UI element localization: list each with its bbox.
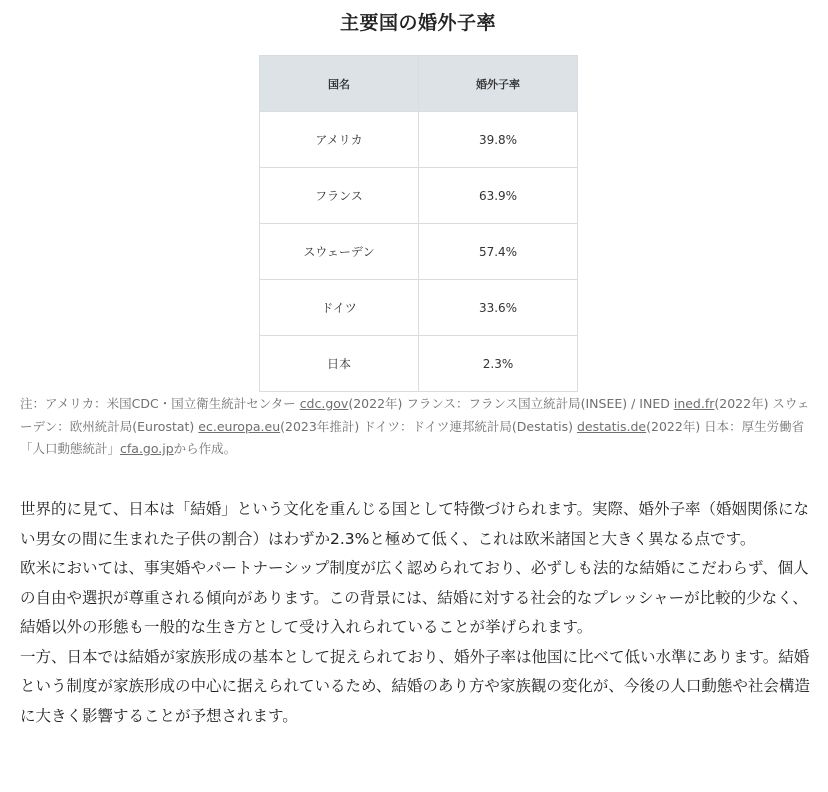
table-row (260, 168, 578, 224)
cell-rate: 39.8% (419, 112, 578, 168)
paragraph: 世界的に見て、日本は「結婚」という文化を重んじる国として特徴づけられます。実際、婚外子率（婚姻関係にない男女の間に生まれた子供の割合）はわずか2.3%と極めて低く、これは欧米諸国と大きく異なる点です。 (20, 500, 809, 548)
cell-country: フランス (260, 168, 419, 224)
note-text: (2022年) フランス：フランス国立統計局(INSEE) / INED (348, 396, 674, 411)
paragraph: 一方、日本では結婚が家族形成の基本として捉えられており、婚外子率は他国に比べて低い水準にあります。結婚という制度が家族形成の中心に据えられているため、結婚のあり方や家族観の変化が、今後の人口動態や社会構造に大きく影響することが予想されます。 (20, 647, 810, 725)
source-link-destatis[interactable]: destatis.de (576, 418, 647, 434)
source-link-eurostat[interactable]: ec.europa.eu (198, 418, 281, 434)
header-country: 国名 (260, 56, 419, 112)
article-body (20, 495, 810, 731)
note-text: (2022年) 日本：厚生労働省「人口動態統計」 (20, 418, 805, 456)
table-row (260, 336, 578, 392)
table-title: 主要国の婚外子率 (339, 12, 496, 34)
source-link-cfa[interactable]: cfa.go.jp (120, 441, 174, 456)
table-row (260, 280, 578, 336)
source-note (20, 393, 810, 461)
source-link-ined[interactable]: ined.fr (673, 396, 715, 411)
cell-rate: 57.4% (419, 224, 578, 280)
header-rate: 婚外子率 (419, 56, 578, 112)
table-header-row (260, 56, 578, 112)
note-text: 注：アメリカ：米国CDC・国立衛生統計センター (20, 396, 300, 411)
cell-rate: 2.3% (419, 336, 578, 392)
birth-rate-table (259, 55, 578, 392)
cell-country: アメリカ (260, 112, 419, 168)
cell-rate: 63.9% (419, 168, 578, 224)
cell-country: 日本 (260, 336, 419, 392)
cell-rate: 33.6% (419, 280, 578, 336)
paragraph: 欧米においては、事実婚やパートナーシップ制度が広く認められており、必ずしも法的な結婚にこだわらず、個人の自由や選択が尊重される傾向があります。この背景には、結婚に対する社会的なプレッシャーが比較的少なく、結婚以外の形態も一般的な生き方として受け入れられていることが挙げられます。 (20, 559, 809, 636)
cell-country: ドイツ (260, 280, 419, 336)
table-row (260, 112, 578, 168)
table-row (260, 224, 578, 280)
note-text: (2022年) スウェーデン：欧州統計局(Eurostat) (20, 396, 810, 434)
cell-country: スウェーデン (260, 224, 419, 280)
source-link-cdc[interactable]: cdc.gov (299, 396, 349, 411)
note-text: から作成。 (173, 441, 237, 456)
note-text: (2023年推計) ドイツ：ドイツ連邦統計局(Destatis) (280, 418, 577, 434)
